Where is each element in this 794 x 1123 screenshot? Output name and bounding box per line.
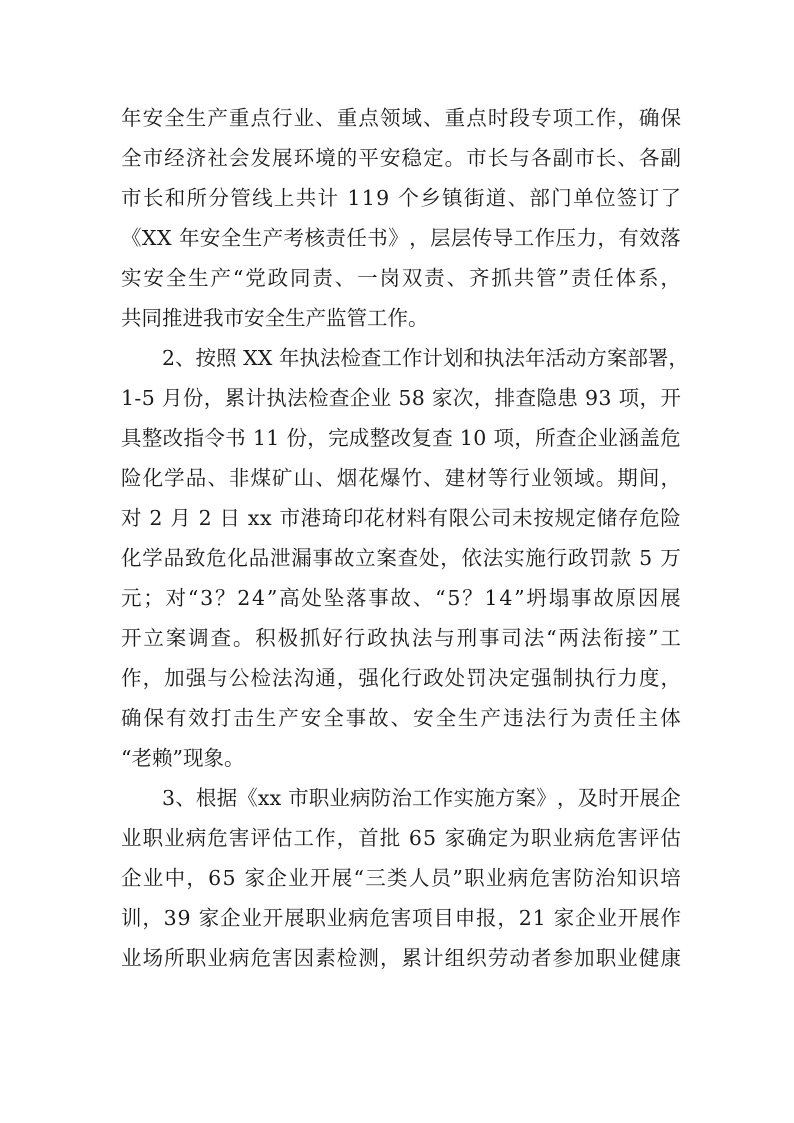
text-line: 化 学 品 致 危 化 品 泄 漏 事 故 立 案 查 处 ， 依 法 实 施 行 政 罚 款 5 万 — [121, 546, 681, 570]
text-line: 业 职 业 病 危 害 评 估 工 作 ， 首 批 6 5 家 确 定 为 职 业 病 危 害 评 估 — [121, 826, 681, 850]
paragraph-p2 — [121, 338, 689, 778]
body-text — [121, 98, 689, 978]
text-line: 作 ， 加 强 与 公 检 法 沟 通 ， 强 化 行 政 处 罚 决 定 强 制 执 行 力 度 ， — [121, 666, 681, 690]
text-line: 业 场 所 职 业 病 危 害 因 素 检 测 ， 累 计 组 织 劳 动 者 参 加 职 业 健 康 — [121, 946, 681, 970]
text-line: 年 安 全 生 产 重 点 行 业 、 重 点 领 域 、 重 点 时 段 专 项 工 作 ， 确 保 — [121, 106, 681, 130]
text-line: 具 整 改 指 令 书 1 1 份 ， 完 成 整 改 复 查 1 0 项 ， 所 查 企 业 涵 盖 危 — [121, 426, 681, 450]
text-line: 共同推进我市安全生产监管工作。 — [121, 306, 429, 330]
text-line: 2 、 按 照 X X 年 执 法 检 查 工 作 计 划 和 执 法 年 活 动 方 案 部 署 ， — [162, 346, 689, 370]
text-line: 对 2 月 2 日 x x 市 港 琦 印 花 材 料 有 限 公 司 未 按 规 定 储 存 危 险 — [121, 506, 681, 530]
text-line: 《 X X 年 安 全 生 产 考 核 责 任 书 》 ， 层 层 传 导 工 作 压 力 ， 有 效 落 — [121, 226, 681, 250]
text-line: 确 保 有 效 打 击 生 产 安 全 事 故 、 安 全 生 产 违 法 行 为 责 任 主 体 — [121, 706, 681, 730]
paragraph-p3 — [121, 778, 681, 978]
text-line: 3 、 根 据 《 x x 市 职 业 病 防 治 工 作 实 施 方 案 》 ， 及 时 开 展 企 — [162, 786, 681, 810]
text-line: 全 市 经 济 社 会 发 展 环 境 的 平 安 稳 定 。 市 长 与 各 副 市 长 、 各 副 — [121, 146, 681, 170]
text-line: 训 ， 3 9 家 企 业 开 展 职 业 病 危 害 项 目 申 报 ， 2 1 家 企 业 开 展 作 — [121, 906, 681, 930]
text-line: “老赖”现象。 — [121, 746, 245, 770]
text-line: 市 长 和 所 分 管 线 上 共 计 1 1 9 个 乡 镇 街 道 、 部 门 单 位 签 订 了 — [121, 186, 681, 210]
text-line: 元 ； 对 “ 3 ？ 2 4 ” 高 处 坠 落 事 故 、 “ 5 ？ 1 4 ” 坍 塌 事 故 原 因 展 — [121, 586, 681, 610]
text-line: 1 - 5 月 份 ， 累 计 执 法 检 查 企 业 5 8 家 次 ， 排 查 隐 患 9 3 项 ， 开 — [121, 386, 681, 410]
text-line: 企 业 中 ， 6 5 家 企 业 开 展 “ 三 类 人 员 ” 职 业 病 危 害 防 治 知 识 培 — [121, 866, 681, 890]
paragraph-p1 — [121, 98, 681, 338]
text-line: 开 立 案 调 查 。 积 极 抓 好 行 政 执 法 与 刑 事 司 法 “ 两 法 衔 接 ” 工 — [121, 626, 681, 650]
text-line: 实 安 全 生 产 “ 党 政 同 责 、 一 岗 双 责 、 齐 抓 共 管 ” 责 任 体 系 ， — [121, 266, 681, 290]
text-line: 险 化 学 品 、 非 煤 矿 山 、 烟 花 爆 竹 、 建 材 等 行 业 领 域 。 期 间 ， — [121, 466, 681, 490]
